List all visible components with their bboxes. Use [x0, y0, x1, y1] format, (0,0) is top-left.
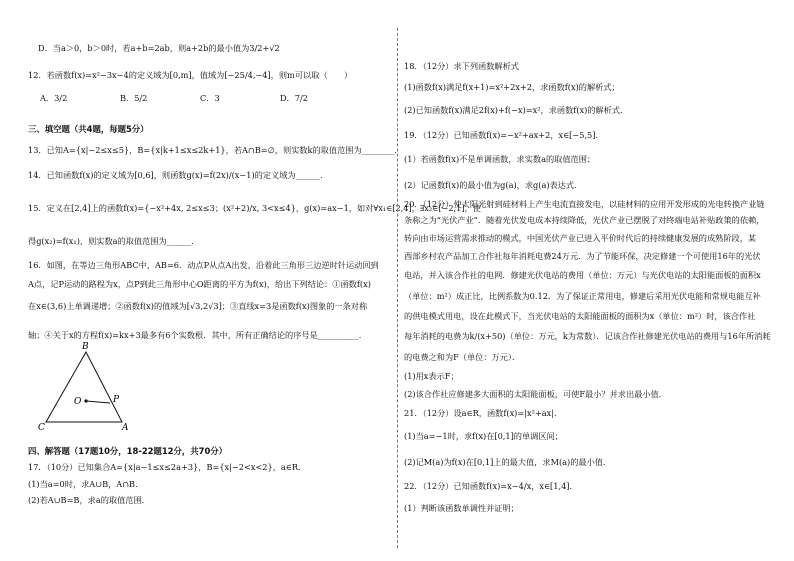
- question-20-part-1: (1)用x表示F；: [404, 371, 459, 381]
- q12-option-a: A．3/2: [40, 93, 68, 103]
- question-20-line-4: 西部乡村农产品加工合作社每年消耗电费24万元．为了节能环保，决定修建一个可使用16年的光伏: [404, 251, 761, 261]
- question-20-line-3: 转向由市场运营需求推动的模式，中国光伏产业已进入平价时代后的持续健康发展的成熟阶段，某: [404, 233, 757, 243]
- segment-op: [86, 401, 110, 403]
- question-21-part-1: (1)当a=−1时，求f(x)在[0,1]的单调区间；: [404, 431, 563, 441]
- question-20-line-5: 电站，并入该合作社的电网．修建光伏电站的费用（单位：万元）与光伏电站的太阳能面板的面积x: [404, 270, 761, 280]
- question-20-line-8: 每年消耗的电费为k/(x+50)（单位：万元，k为常数）．记该合作社修建光伏电站的费用与16年所消耗: [404, 331, 771, 341]
- question-21: 21．（12分）设a∈R，函数f(x)=|x²+ax|．: [404, 408, 563, 418]
- question-18: 18．（12分）求下列函数解析式: [404, 61, 519, 71]
- question-17-part-2: (2)若A∪B=B，求a的取值范围．: [28, 495, 150, 505]
- triangle-abc: [46, 352, 122, 422]
- section-4-heading: 四、解答题（17题10分，18-22题12分，共70分）: [28, 446, 228, 456]
- question-21-part-2: (2)记M(a)为f(x)在[0,1]上的最大值，求M(a)的最小值．: [404, 457, 612, 467]
- column-divider: [397, 28, 398, 548]
- label-b: B: [82, 342, 89, 352]
- question-22: 22．（12分）已知函数f(x)=x−4/x，x∈[1,4]．: [404, 481, 578, 491]
- question-20-line-7: 的供电模式用电，设在此模式下，当光伏电站的太阳能面板的面积为x（单位：m²）时，该合作社: [404, 311, 756, 321]
- question-20-part-2: (2)该合作社应修建多大面积的太阳能面板，可使F最小？并求出最小值．: [404, 389, 667, 399]
- question-20-line-6: （单位：m²）成正比，比例系数为0.12．为了保证正常用电，修建后采用光伏电能和常规电能互补: [404, 291, 761, 301]
- question-16-line-2: A点，记P运动的路程为x，点P到此三角形中心O距离的平方为f(x)，给出下列结论：①函数f(x): [28, 279, 371, 289]
- triangle-figure: [34, 340, 154, 432]
- question-13: 13．已知A={x|−2≤x≤5}，B={x|k+1≤x≤2k+1}，若A∩B=∅，则实数k的取值范围为________．: [28, 145, 403, 155]
- q11-option-d: D．当a＞0，b＞0时，若a+b=2ab，则a+2b的最小值为3/2+√2: [38, 43, 280, 53]
- question-18-part-2: (2)已知函数f(x)满足2f(x)+f(−x)=x²，求函数f(x)的解析式．: [404, 105, 629, 115]
- question-17: 17．（10分）已知集合A={x|a−1≤x≤2a+3}，B={x|−2<x<2}，a∈R．: [28, 462, 307, 472]
- label-c: C: [38, 423, 45, 432]
- section-3-heading: 三、填空题（共4题，每题5分）: [28, 124, 149, 134]
- question-16-line-4: 轴；④关于x的方程f(x)=kx+3最多有6个实数根．其中，所有正确结论的序号是__________．: [28, 330, 367, 340]
- label-o: O: [74, 397, 82, 407]
- q12-option-b: B．5/2: [120, 93, 148, 103]
- label-a: A: [122, 423, 129, 432]
- right-column: [404, 0, 776, 561]
- question-22-part-1: (1）判断该函数单调性并证明；: [404, 503, 519, 513]
- question-19-part-2: (2）记函数f(x)的最小值为g(a)，求g(a)表达式．: [404, 180, 583, 190]
- label-p: P: [113, 395, 120, 405]
- question-15-line-2: 得g(x₂)=f(x₁)，则实数a的取值范围为______．: [28, 236, 200, 246]
- question-18-part-1: (1)函数f(x)满足f(x+1)=x²+2x+2，求函数f(x)的解析式；: [404, 82, 620, 92]
- question-19: 19．（12分）已知函数f(x)=−x²+ax+2，x∈[−5,5]．: [404, 130, 604, 140]
- question-19-part-1: (1）若函数f(x)不是单调函数，求实数a的取值范围；: [404, 154, 596, 164]
- question-12: 12．若函数f(x)=x²−3x−4的定义域为[0,m]，值域为[−25/4,−4]，则m可以取（ ）: [28, 70, 353, 80]
- q12-option-d: D．7/2: [280, 93, 308, 103]
- q12-option-c: C．3: [200, 93, 220, 103]
- question-17-part-1: (1)当a=0时，求A∪B，A∩B．: [28, 479, 144, 489]
- question-16-line-1: 16．如图，在等边三角形ABC中，AB=6．动点P从点A出发，沿着此三角形三边逆时针运动回到: [28, 260, 379, 270]
- question-20-line-2: 条称之为“光伏产业”．随着光伏发电成本持续降低，光伏产业已摆脱了对终端电站补贴政策的依赖，: [404, 215, 765, 225]
- question-14: 14．已知函数f(x)的定义域为[0,6]，则函数g(x)=f(2x)/(x−1)的定义域为______．: [28, 170, 329, 180]
- question-20-line-1: 20．（12分）使太阳光射到硅材料上产生电流直接发电，以硅材料的应用开发形成的光电转换产业链: [404, 199, 765, 209]
- question-16-line-3: 在x∈(3,6)上单调递增；②函数f(x)的值域为[√3,2√3]；③直线x=3是函数f(x)图象的一条对称: [28, 301, 368, 311]
- question-15-line-1: 15．定义在[2,4]上的函数f(x)={−x²+4x, 2≤x≤3；(x²+2)/x, 3<x≤4}，g(x)=ax−1，如对∀x₁∈[2,4]，∃x₂∈[−2,1]，使: [28, 203, 481, 213]
- question-20-line-9: 的电费之和为F（单位：万元）．: [404, 352, 521, 362]
